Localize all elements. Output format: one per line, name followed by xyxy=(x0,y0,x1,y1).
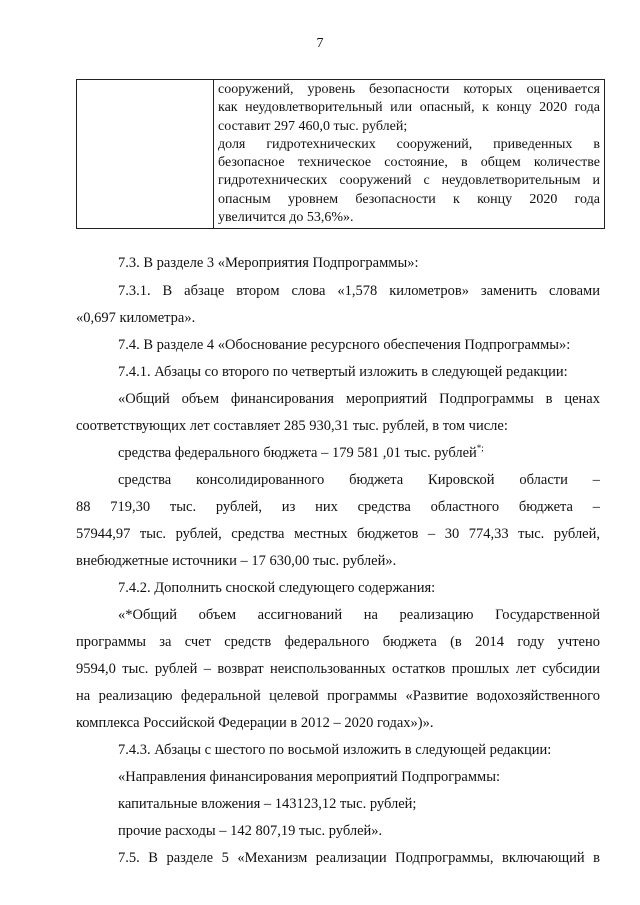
footnote-line: программы за счет средств федерального бюджета (в 2014 году учтено xyxy=(76,634,600,650)
paragraph-line: 57944,97 тыс. рублей, средства местных бюджетов – 30 774,33 тыс. рублей, xyxy=(76,526,600,542)
paragraph-line: капитальные вложения – 143123,12 тыс. рублей; xyxy=(118,796,417,812)
table-right-cell xyxy=(214,80,605,229)
continuation-table xyxy=(76,79,605,229)
table-line: составит 297 460,0 тыс. рублей; xyxy=(218,118,408,134)
footnote-line: комплекса Российской Федерации в 2012 – 2020 годах»)». xyxy=(76,715,434,731)
paragraph-line: средства консолидированного бюджета Кировской области – xyxy=(118,472,600,488)
paragraph-line xyxy=(76,440,600,467)
paragraph-line: 7.4.3. Абзацы с шестого по восьмой изложить в следующей редакции: xyxy=(118,742,552,758)
table-line: доля гидротехнических сооружений, приведенных в xyxy=(218,136,600,152)
table-left-cell xyxy=(77,80,214,229)
paragraph-line: 7.3.1. В абзаце втором слова «1,578 километров» заменить словами xyxy=(118,283,600,299)
federal-budget-text: средства федерального бюджета – 179 581 ,01 тыс. рублей xyxy=(118,445,477,461)
section-7-5-heading: 7.5. В разделе 5 «Механизм реализации Подпрограммы, включающий в xyxy=(118,850,600,866)
table-line: безопасное техническое состояние, в общем количестве xyxy=(218,155,600,171)
paragraph-line: 7.4.2. Дополнить сноской следующего содержания: xyxy=(118,580,436,596)
table-line: сооружений, уровень безопасности которых оценивается xyxy=(218,82,600,97)
footnote-line: 9594,0 тыс. рублей – возврат неиспользованных остатков прошлых лет субсидии xyxy=(76,661,600,677)
paragraph-line: прочие расходы – 142 807,19 тыс. рублей». xyxy=(118,823,383,839)
footnote-line: «*Общий объем ассигнований на реализацию Государственной xyxy=(118,607,600,623)
table-line: гидротехнических сооружений с неудовлетворительным и xyxy=(218,173,600,189)
table-line: опасным уровнем безопасности к концу 2020 года xyxy=(218,191,600,207)
paragraph-line: «Направления финансирования мероприятий Подпрограммы: xyxy=(118,769,500,785)
paragraph-line: внебюджетные источники – 17 630,00 тыс. рублей». xyxy=(76,553,397,569)
paragraph-line: «0,697 километра». xyxy=(76,310,196,326)
paragraph-line: «Общий объем финансирования мероприятий Подпрограммы в ценах xyxy=(118,391,600,407)
footnote-line: на реализацию федеральной целевой программы «Развитие водохозяйственного xyxy=(76,688,600,704)
footnote-mark: *; xyxy=(476,443,484,454)
table-line: как неудовлетворительный или опасный, к концу 2020 года xyxy=(218,100,600,116)
section-7-4-heading: 7.4. В разделе 4 «Обоснование ресурсного обеспечения Подпрограммы»: xyxy=(118,337,571,353)
paragraph-line: 7.4.1. Абзацы со второго по четвертый изложить в следующей редакции: xyxy=(118,364,568,380)
table-line: увеличится до 53,6%». xyxy=(218,210,354,226)
paragraph-line: 88 719,30 тыс. рублей, из них средства областного бюджета – xyxy=(76,499,600,515)
paragraph-line: соответствующих лет составляет 285 930,31 тыс. рублей, в том числе: xyxy=(76,418,508,434)
page-number: 7 xyxy=(316,36,324,51)
section-7-3-heading: 7.3. В разделе 3 «Мероприятия Подпрограммы»: xyxy=(118,255,419,271)
